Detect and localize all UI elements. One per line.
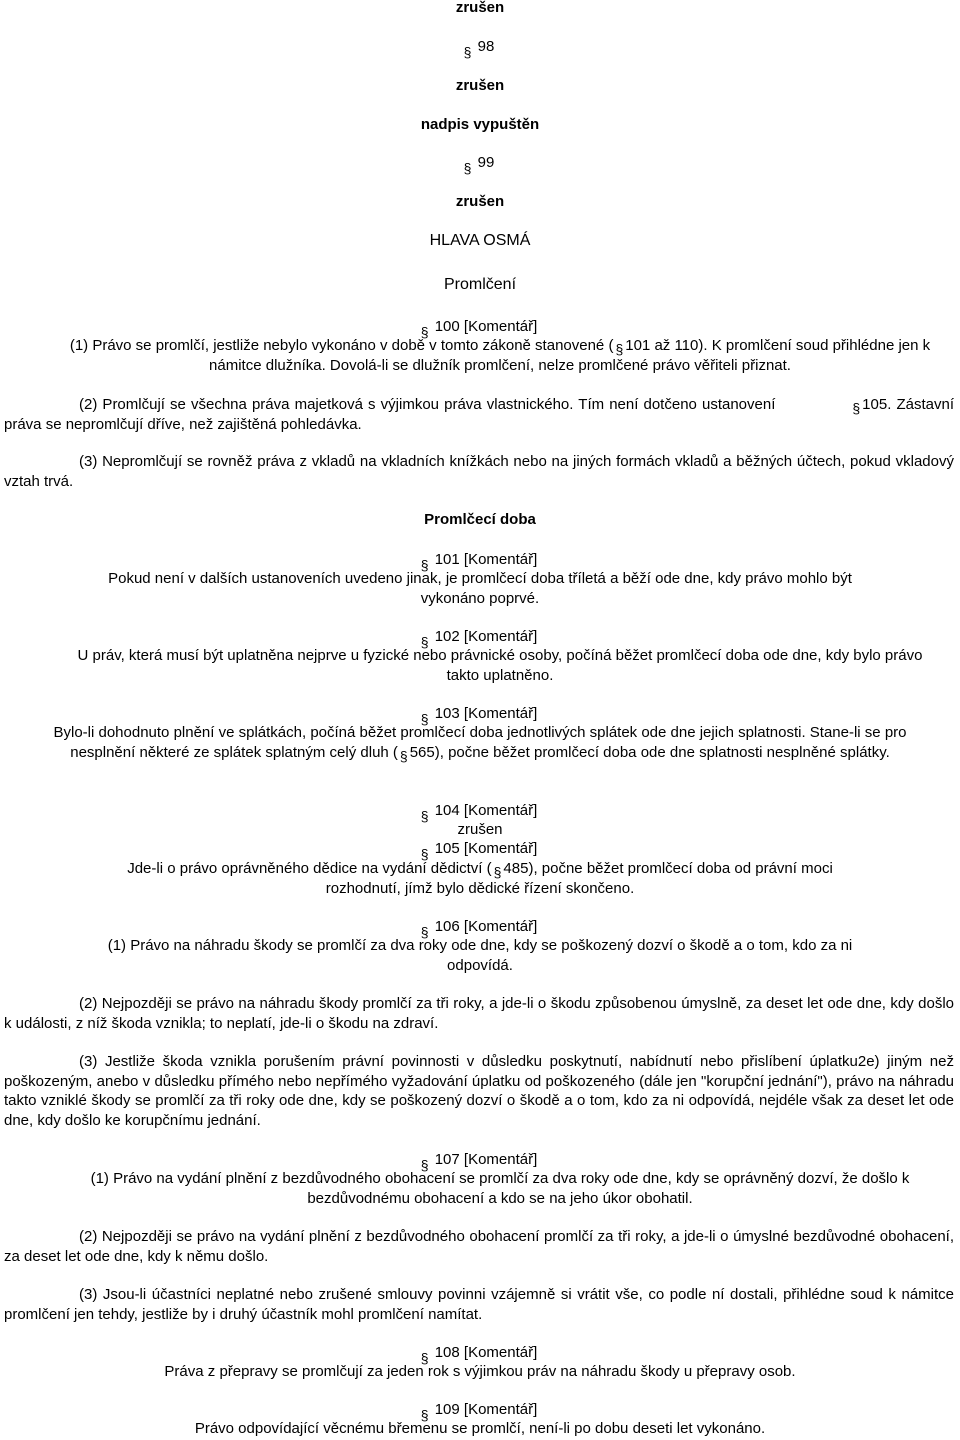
section-97-status: zrušen [455, 0, 505, 16]
section-98-heading [0, 37, 960, 57]
section-109-text: Právo odpovídající věcnému břemenu se promlčí, není-li po dobu deseti let vykonáno. [194, 1420, 766, 1437]
section-105-link[interactable]: § 105 [Komentář] [423, 839, 538, 859]
section-99-number: § 99 [466, 153, 495, 173]
paragraph-symbol: § [852, 400, 861, 416]
section-106-para-3: (3) Jestliže škoda vznikla porušením právní povinnosti v důsledku poskytnutí, nabídnutí nebo přislíbení úplatku2e) jiným než poškozeným, anebo v důsledku přímého nebo nepřímého vyžadování úplatku od poškozeného (dále jen "korupční jednání"), právo na náhradu takto vzniklé škody se promlčí za tři roky ode dne, kdy se poškozený dozví o škodě a o tom, kdo za ni odpovídá, nejdéle však za deset let ode dne, kdy došlo ke korupčnímu jednání. [4, 1053, 954, 1129]
section-101-text: Pokud není v dalších ustanoveních uvedeno jinak, je promlčecí doba tříletá a běží ode dne, kdy právo mohlo být vykonáno poprvé. [108, 570, 852, 607]
part-title: Promlčení [443, 276, 517, 293]
paragraph-symbol: § [493, 864, 502, 880]
section-107-para-1: (1) Právo na vydání plnění z bezdůvodného obohacení se promlčí za dva roky ode dne, kdy se oprávněný dozví, že došlo k bezdůvodnému obohacení a kdo se na jeho úkor obohatil. [90, 1170, 910, 1207]
section-99-heading [0, 153, 960, 173]
section-107-link[interactable]: § 107 [Komentář] [423, 1150, 538, 1170]
section-102-link[interactable]: § 102 [Komentář] [423, 627, 538, 647]
section-102-text: U práv, která musí být uplatněna nejprve u fyzické nebo právnické osoby, počíná běžet promlčecí doba ode dne, kdy bylo právo takto uplatněno. [77, 647, 923, 684]
section-100-para-1: (1) Právo se promlčí, jestliže nebylo vykonáno v době v tomto zákoně stanovené ( § 101 až 110). K promlčení soud přihlédne jen k námitce dlužníka. Dovolá-li se dlužník promlčení, nelze promlčené právo věřiteli přiznat. [69, 337, 931, 374]
section-108-heading [0, 1343, 960, 1363]
section-100-heading [0, 317, 960, 337]
section-106-para-1: (1) Právo na náhradu škody se promlčí za dva roky ode dne, kdy se poškozený dozví o škodě a o tom, kdo za ni odpovídá. [107, 937, 853, 974]
section-106-para-2: (2) Nejpozději se právo na náhradu škody promlčí za tři roky, a jde-li o škodu způsobenou úmyslně, za deset let ode dne, kdy došlo k události, z níž škoda vznikla; to neplatí, jde-li o škodu na zdraví. [4, 995, 954, 1032]
section-98-status: zrušen [455, 77, 505, 94]
section-99-status: zrušen [455, 193, 505, 210]
section-105-text: Jde-li o právo oprávněného dědice na vydání dědictví ( § 485), počne běžet promlčecí doba od právní moci rozhodnutí, jímž bylo dědické řízení skončeno. [127, 860, 833, 897]
section-107-para-2: (2) Nejpozději se právo na vydání plnění z bezdůvodného obohacení promlčí za tři roky, a jde-li o úmyslné bezdůvodné obohacení, za deset let ode dne, kdy k němu došlo. [4, 1228, 954, 1265]
section-103-heading [0, 704, 960, 724]
heading-removed-note: nadpis vypuštěn [420, 116, 540, 133]
section-100-link[interactable]: § 100 [Komentář] [423, 317, 538, 337]
paragraph-symbol: § [615, 341, 624, 357]
section-108-text: Práva z přepravy se promlčují za jeden rok s výjimkou práv na náhradu škody u přepravy osob. [164, 1363, 796, 1380]
section-100-para-3: (3) Nepromlčují se rovněž práva z vkladů na vkladních knížkách nebo na jiných formách vkladů a běžných účtech, pokud vkladový vztah trvá. [4, 453, 954, 490]
section-106-heading [0, 917, 960, 937]
subchapter-title: Promlčecí doba [424, 511, 536, 528]
section-109-link[interactable]: § 109 [Komentář] [423, 1400, 538, 1420]
section-108-link[interactable]: § 108 [Komentář] [423, 1343, 538, 1363]
section-101-heading [0, 550, 960, 570]
section-103-text: Bylo-li dohodnuto plnění ve splátkách, počíná běžet promlčecí doba jednotlivých splátek ode dne jejich splatnosti. Stane-li se pro nesplnění některé ze splátek splatným celý dluh ( § 565), počne běžet promlčecí doba ode dne splatnosti nesplněné splátky. [20, 723, 940, 762]
section-100-para-2: (2) Promlčují se všechna práva majetková s výjimkou práva vlastnického. Tím není dotčeno ustanovení § 105. Zástavní práva se nepromlčují dříve, než zajištěná pohledávka. [4, 396, 954, 433]
section-101-link[interactable]: § 101 [Komentář] [423, 550, 538, 570]
section-98-number: § 98 [466, 37, 495, 57]
section-104-link[interactable]: § 104 [Komentář] [423, 801, 538, 821]
section-106-link[interactable]: § 106 [Komentář] [423, 917, 538, 937]
section-107-para-3: (3) Jsou-li účastníci neplatné nebo zrušené smlouvy povinni vzájemně si vrátit vše, co podle ní dostali, přihlédne soud k námitce promlčení jen tehdy, jestliže by i druhý účastník mohl promlčení namítat. [4, 1286, 954, 1323]
section-104-status: zrušen [457, 821, 503, 838]
section-103-link[interactable]: § 103 [Komentář] [423, 704, 538, 724]
section-109-heading [0, 1400, 960, 1420]
section-102-heading [0, 627, 960, 647]
section-107-heading [0, 1150, 960, 1170]
section-105-heading [0, 839, 960, 859]
section-104-heading [0, 801, 960, 821]
part-heading: HLAVA OSMÁ [429, 232, 531, 249]
paragraph-symbol: § [399, 747, 408, 764]
